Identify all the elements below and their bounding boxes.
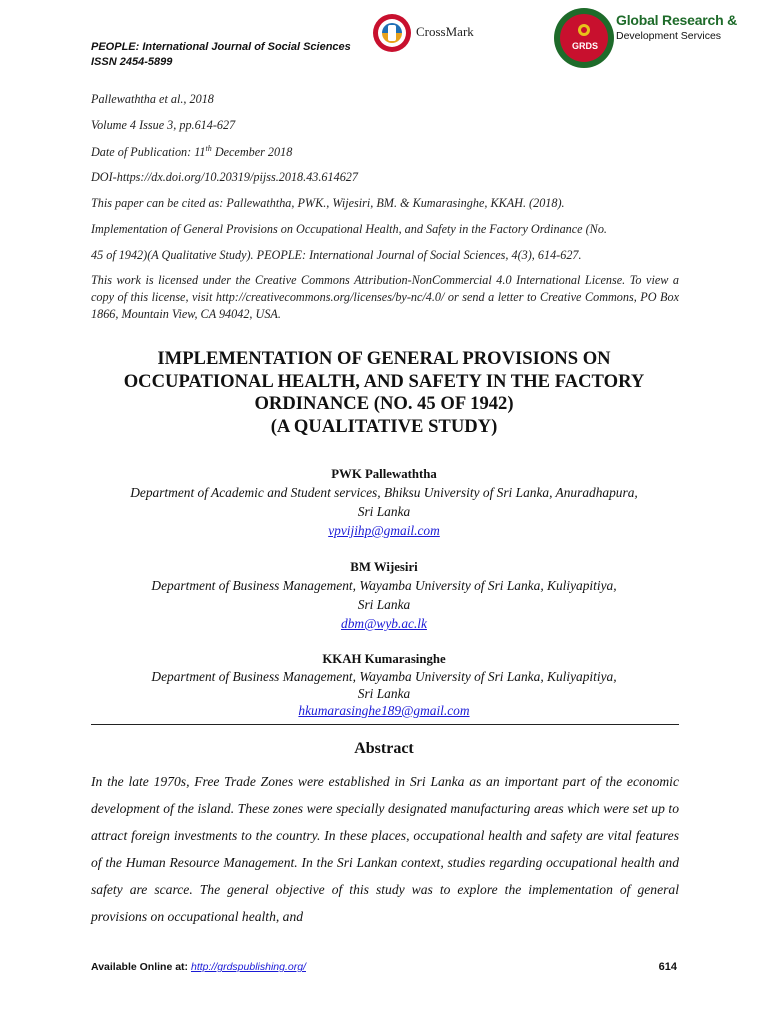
author-email-link[interactable]: dbm@wyb.ac.lk (341, 616, 427, 631)
title-line-4: (A QUALITATIVE STUDY) (270, 415, 498, 437)
crossmark-label: CrossMark (416, 24, 474, 39)
author-affiliation: Department of Business Management, Wayamba University of Sri Lanka, Kuliyapitiya, (151, 669, 617, 684)
footer-available-label: Available Online at: (91, 961, 191, 973)
crossmark-icon (372, 12, 412, 54)
authors-short: Pallewaththa et al., 2018 (91, 92, 214, 106)
author-1 (76, 465, 692, 540)
citation-line-3: 45 of 1942)(A Qualitative Study). PEOPLE: International Journal of Social Sciences, 4(3), 614-627. (91, 248, 582, 262)
grds-seal-icon (552, 6, 616, 70)
crossmark-badge[interactable] (372, 12, 494, 54)
author-2 (76, 558, 692, 633)
abstract-heading: Abstract (354, 740, 414, 757)
author-email-link[interactable]: vpvijihp@gmail.com (328, 523, 440, 538)
footer-availability (91, 961, 306, 973)
grds-subtitle: Development Services (616, 30, 722, 42)
author-affiliation: Department of Business Management, Wayamba University of Sri Lanka, Kuliyapitiya, (151, 578, 617, 593)
author-affiliation-country: Sri Lanka (357, 686, 411, 701)
divider (91, 724, 679, 725)
journal-name: PEOPLE: International Journal of Social Sciences (91, 41, 351, 53)
page-number: 614 (658, 961, 677, 973)
grds-seal-text: GRDS (572, 41, 599, 51)
title-line-1: IMPLEMENTATION OF GENERAL PROVISIONS ON (157, 348, 611, 369)
journal-header (91, 40, 351, 70)
pub-date-prefix: Date of Publication: 11 (91, 145, 206, 160)
abstract-body: In the late 1970s, Free Trade Zones were established in Sri Lanka as an important part of the economic development of the island. These zones were specially designated manufacturing areas which were set up to attract foreign investments to the country. In these places, occupational health and safety are vital features of the Human Resource Management. In the Sri Lankan context, studies regarding occupational health and safety are scarce. The general objective of this study was to explore the implementation of general provisions on occupational health, and (91, 774, 679, 924)
title-line-3: ORDINANCE (NO. 45 OF 1942) (254, 393, 514, 414)
publication-date (91, 144, 292, 160)
doi[interactable]: DOI-https://dx.doi.org/10.20319/pijss.2018.43.614627 (91, 170, 358, 184)
volume-info: Volume 4 Issue 3, pp.614-627 (91, 118, 236, 132)
author-affiliation-country: Sri Lanka (357, 504, 411, 519)
author-name: KKAH Kumarasinghe (322, 652, 446, 666)
author-name: PWK Pallewaththa (331, 467, 437, 481)
pub-date-sup: th (205, 144, 212, 153)
title-line-2: OCCUPATIONAL HEALTH, AND SAFETY IN THE FACTORY (123, 370, 645, 392)
grds-title: Global Research & (616, 12, 738, 28)
author-affiliation: Department of Academic and Student services, Bhiksu University of Sri Lanka, Anuradhapura, (130, 485, 638, 500)
footer-url-link[interactable]: http://grdspublishing.org/ (190, 961, 306, 973)
author-3 (76, 650, 692, 719)
author-name: BM Wijesiri (350, 560, 418, 574)
author-affiliation-country: Sri Lanka (357, 597, 411, 612)
pub-date-suffix: December 2018 (211, 145, 293, 160)
citation-line-2: Implementation of General Provisions on Occupational Health, and Safety in the Factory Ordinance (No. (91, 222, 607, 236)
article-meta (91, 92, 679, 332)
grds-logo (550, 3, 760, 73)
paper-title (76, 348, 692, 438)
author-email-link[interactable]: hkumarasinghe189@gmail.com (298, 703, 470, 718)
journal-issn: ISSN 2454-5899 (91, 56, 173, 68)
license-text: This work is licensed under the Creative Commons Attribution-NonCommercial 4.0 International License. To view a copy of this license, visit http://creativecommons.org/licenses/by-nc/4.0/ or send a letter to Creative Commons, PO Box 1866, Mountain View, CA 94042, USA. (91, 273, 679, 321)
citation-line-1: This paper can be cited as: Pallewaththa, PWK., Wijesiri, BM. & Kumarasinghe, KKAH. (2018). (91, 196, 565, 210)
